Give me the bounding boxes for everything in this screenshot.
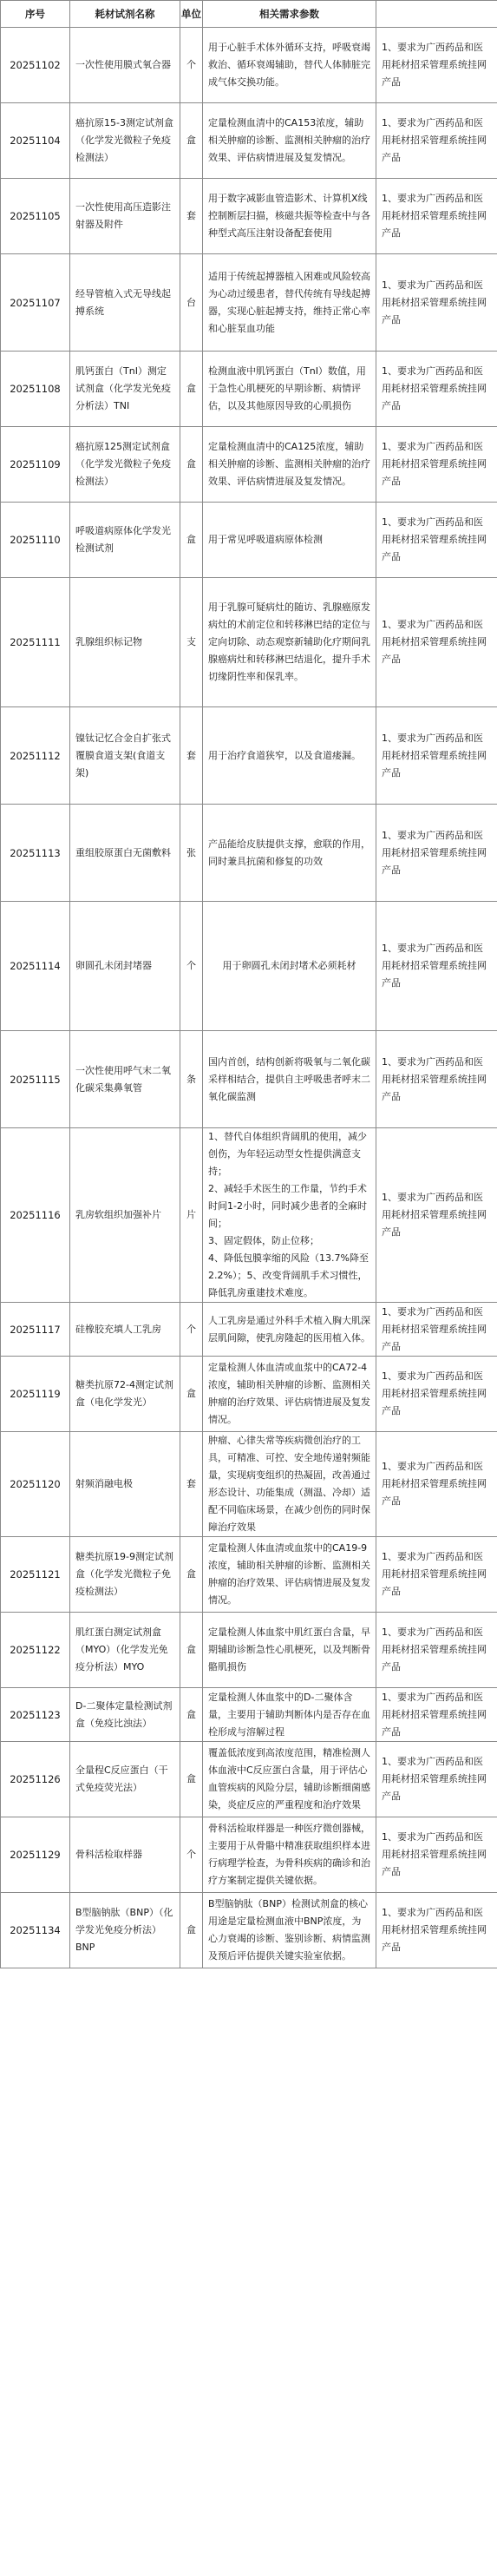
row-index-cell [1,805,70,902]
row-params: 定量检测人体血清或血浆中的CA72-4浓度，辅助相关肿瘤的诊断、监测相关肿瘤的治疗效果、评估病情进展及复发情况。 [208,1362,370,1425]
row-index: 20251114 [10,960,61,972]
row-requirement-cell [376,179,497,254]
row-unit-cell [180,578,203,707]
row-requirement: 1、要求为广西药品和医用耗材招采管理系统挂网产品 [382,1756,487,1802]
table-row [1,1432,497,1537]
row-requirement: 1、要求为广西药品和医用耗材招采管理系统挂网产品 [382,943,487,989]
row-params: 定量检测人体血清或血浆中的CA19-9浓度，辅助相关肿瘤的诊断、监测相关肿瘤的治疗效果、评估病情进展及复发情况。 [208,1542,370,1606]
table-row [1,1613,497,1688]
row-requirement-cell [376,1537,497,1613]
row-params: 用于心脏手术体外循环支持，呼吸衰竭救治、循环衰竭辅助，替代人体肺脏完成气体交换功能。 [208,42,370,88]
row-index-cell [1,707,70,805]
row-index: 20251107 [10,296,61,309]
row-params: 用于卵圆孔未闭封堵术必须耗材 [222,960,356,971]
row-index: 20251112 [10,749,61,762]
row-name-cell [70,805,180,902]
row-name: 卵圆孔未闭封堵器 [75,960,152,971]
table-body [1,28,497,1968]
row-params: 1、替代自体组织背阔肌的使用，减少创伤，为年轻运动型女性提供满意支持； 2、减轻手术医生的工作量，节约手术时间1-2小时，同时减少患者的全麻时间； 3、固定假体，防止位移； 4、降低包膜挛缩的风险（13.7%降至2.2%）；5、改变背阔肌手术习惯性，降低乳房重建技术难度。 [208,1131,369,1298]
row-name-cell [70,179,180,254]
row-unit: 套 [186,749,196,761]
row-requirement-cell [376,1357,497,1432]
row-index-cell [1,179,70,254]
table-row [1,1031,497,1128]
row-index-cell [1,352,70,427]
row-index: 20251111 [10,636,61,648]
row-index-cell [1,1357,70,1432]
table-row [1,427,497,503]
header-name: 耗材试剂名称 [70,1,180,28]
row-unit-cell [180,427,203,503]
row-requirement: 1、要求为广西药品和医用耗材招采管理系统挂网产品 [382,1831,487,1877]
row-requirement: 1、要求为广西药品和医用耗材招采管理系统挂网产品 [382,732,487,779]
row-name: 呼吸道病原体化学发光检测试剂 [75,525,171,554]
table-row [1,578,497,707]
row-requirement-cell [376,1128,497,1303]
row-index: 20251110 [10,534,61,546]
row-name-cell [70,1742,180,1817]
row-params: 定量检测血清中的CA125浓度，辅助相关肿瘤的诊断、监测相关肿瘤的治疗效果、评估病情进展及复发情况。 [208,441,370,487]
row-params-cell [203,707,376,805]
row-index: 20251116 [10,1209,61,1221]
row-unit-cell [180,1613,203,1688]
row-name: 乳房软组织加强补片 [75,1209,161,1220]
table-row [1,352,497,427]
row-requirement-cell [376,1432,497,1537]
row-requirement-cell [376,1742,497,1817]
row-index-cell [1,1742,70,1817]
row-name: 镍钛记忆合金自扩张式覆膜食道支架(食道支架) [75,732,171,779]
row-index-cell [1,1613,70,1688]
row-index-cell [1,1432,70,1537]
row-requirement-cell [376,805,497,902]
row-name: 癌抗原15-3测定试剂盒（化学发光微粒子免疫检测法） [75,117,173,163]
row-index: 20251129 [10,1849,61,1861]
row-name: 糖类抗原72-4测定试剂盒（电化学发光） [75,1379,173,1408]
row-index-cell [1,103,70,179]
row-index-cell [1,1303,70,1357]
row-requirement-cell [376,503,497,578]
table-row [1,1742,497,1817]
row-params-cell [203,1303,376,1357]
row-index: 20251102 [10,59,61,71]
row-params-cell [203,902,376,1031]
row-index: 20251119 [10,1388,61,1400]
row-unit: 台 [186,296,196,308]
row-name-cell [70,578,180,707]
row-requirement-cell [376,28,497,103]
row-unit-cell [180,503,203,578]
row-index: 20251123 [10,1708,61,1721]
row-params-cell [203,179,376,254]
row-unit-cell [180,28,203,103]
table-row [1,1688,497,1742]
table-row [1,902,497,1031]
row-requirement: 1、要求为广西药品和医用耗材招采管理系统挂网产品 [382,1626,487,1672]
row-name-cell [70,1893,180,1968]
row-params-cell [203,1688,376,1742]
row-requirement-cell [376,103,497,179]
row-params-cell [203,1537,376,1613]
row-unit-cell [180,1357,203,1432]
row-name: 一次性使用呼气末二氧化碳采集鼻氧管 [75,1064,171,1094]
row-params-cell [203,254,376,352]
row-requirement: 1、要求为广西药品和医用耗材招采管理系统挂网产品 [382,516,487,562]
row-index: 20251121 [10,1568,61,1580]
row-unit-cell [180,103,203,179]
row-name-cell [70,1128,180,1303]
row-params-cell [203,427,376,503]
table-row [1,1817,497,1893]
row-name: 糖类抗原19-9测定试剂盒（化学发光微粒子免疫检测法） [75,1551,173,1597]
row-unit: 盒 [186,1388,196,1399]
row-name: 全量程C反应蛋白（干式免疫荧光法） [75,1764,168,1793]
row-requirement: 1、要求为广西药品和医用耗材招采管理系统挂网产品 [382,42,487,88]
row-unit: 个 [186,1323,196,1335]
row-name: 癌抗原125测定试剂盒（化学发光微粒子免疫检测法） [75,441,171,487]
row-index: 20251115 [10,1073,61,1086]
row-params-cell [203,28,376,103]
row-index-cell [1,1031,70,1128]
row-name-cell [70,1357,180,1432]
row-index: 20251104 [10,135,61,147]
row-unit-cell [180,1537,203,1613]
table-header-row [1,1,497,28]
row-index-cell [1,1688,70,1742]
row-name: 经导管植入式无导线起搏系统 [75,287,171,317]
row-name-cell [70,427,180,503]
table-row [1,1893,497,1968]
row-params-cell [203,503,376,578]
row-name-cell [70,1432,180,1537]
header-index: 序号 [1,1,70,28]
row-index-cell [1,1537,70,1613]
row-index-cell [1,1128,70,1303]
row-index-cell [1,902,70,1031]
row-params: 用于治疗食道狭窄，以及食道瘘漏。 [208,749,361,761]
row-requirement-cell [376,1303,497,1357]
row-unit-cell [180,1031,203,1128]
row-unit-cell [180,254,203,352]
row-unit-cell [180,179,203,254]
row-params: 人工乳房是通过外科手术植入胸大肌深层肌间隙，使乳房隆起的医用植入体。 [208,1314,370,1344]
row-requirement: 1、要求为广西药品和医用耗材招采管理系统挂网产品 [382,365,487,411]
row-name-cell [70,1303,180,1357]
row-name-cell [70,254,180,352]
row-requirement: 1、要求为广西药品和医用耗材招采管理系统挂网产品 [382,1305,487,1352]
row-requirement: 1、要求为广西药品和医用耗材招采管理系统挂网产品 [382,1461,487,1507]
row-name-cell [70,1613,180,1688]
row-params: 定量检测血清中的CA153浓度，辅助相关肿瘤的诊断、监测相关肿瘤的治疗效果、评估病情进展及复发情况。 [208,117,370,163]
row-index: 20251122 [10,1644,61,1656]
row-unit-cell [180,1432,203,1537]
row-name: 肌红蛋白测定试剂盒（MYO）（化学发光免疫分析法）MYO [75,1626,168,1672]
row-requirement-cell [376,427,497,503]
row-unit-cell [180,1688,203,1742]
row-params: 产品能给皮肤提供支撑，愈联的作用，同时兼具抗菌和修复的功效 [208,838,370,867]
table-row [1,179,497,254]
row-index-cell [1,28,70,103]
row-params: 骨科活检取样器是一种医疗微创器械，主要用于从骨骼中精准获取组织样本进行病理学检查，为骨科疾病的确诊和治疗方案制定提供关键依据。 [208,1823,370,1886]
row-requirement: 1、要求为广西药品和医用耗材招采管理系统挂网产品 [382,619,487,665]
row-params-cell [203,1031,376,1128]
table-row [1,1303,497,1357]
row-name-cell [70,1031,180,1128]
header-params: 相关需求参数 [203,1,376,28]
row-unit-cell [180,902,203,1031]
row-name: 骨科活检取样器 [75,1849,142,1860]
row-unit: 盒 [186,1924,196,1935]
row-unit-cell [180,1128,203,1303]
table-row [1,503,497,578]
row-name-cell [70,103,180,179]
row-name-cell [70,707,180,805]
row-requirement: 1、要求为广西药品和医用耗材招采管理系统挂网产品 [382,1551,487,1597]
row-name: D-二聚体定量检测试剂盒（免疫比浊法） [75,1699,173,1729]
table-row [1,28,497,103]
row-requirement-cell [376,1817,497,1893]
row-unit: 盒 [186,383,196,394]
row-params-cell [203,1893,376,1968]
row-name-cell [70,503,180,578]
row-unit: 个 [186,1849,196,1860]
table-row [1,707,497,805]
row-requirement-cell [376,1613,497,1688]
row-requirement-cell [376,578,497,707]
table-row [1,1537,497,1613]
row-unit-cell [180,1893,203,1968]
row-unit: 盒 [186,135,196,146]
row-name: 射频消融电极 [75,1478,133,1489]
row-unit: 盒 [186,534,196,545]
row-index: 20251120 [10,1478,61,1490]
row-name-cell [70,902,180,1031]
row-name: B型脑钠肽（BNP）（化学发光免疫分析法）BNP [75,1907,173,1953]
row-params-cell [203,1613,376,1688]
header-requirement [376,1,497,28]
row-params-cell [203,1128,376,1303]
row-requirement: 1、要求为广西药品和医用耗材招采管理系统挂网产品 [382,1055,487,1102]
row-name-cell [70,28,180,103]
row-index-cell [1,427,70,503]
row-params: 用于常见呼吸道病原体检测 [208,534,323,545]
row-requirement-cell [376,1688,497,1742]
row-params: 用于数字减影血管造影术、计算机X线控制断层扫描，核磁共振等检查中与各种型式高压注射设备配套使用 [208,193,370,239]
row-unit: 盒 [186,1708,196,1720]
row-params-cell [203,805,376,902]
table-row [1,1128,497,1303]
row-unit: 个 [186,59,196,70]
row-requirement: 1、要求为广西药品和医用耗材招采管理系统挂网产品 [382,1370,487,1416]
row-params: 用于乳腺可疑病灶的随访、乳腺癌原发病灶的术前定位和转移淋巴结的定位与定向切除、动态观察新辅助化疗期间乳腺癌病灶和转移淋巴结退化，提升手术切缘阴性率和保乳率。 [208,601,370,682]
row-unit: 套 [186,210,196,221]
header-unit: 单位 [180,1,203,28]
row-requirement-cell [376,1893,497,1968]
row-name-cell [70,1817,180,1893]
row-params: 定量检测人体血浆中的D-二聚体含量，主要用于辅助判断体内是否存在血栓形成与溶解过程 [208,1691,370,1738]
row-unit: 片 [186,1209,196,1220]
row-params: 检测血液中肌钙蛋白（TnI）数值，用于急性心肌梗死的早期诊断、病情评估，以及其他原因导致的心肌损伤 [208,365,366,411]
table-row [1,103,497,179]
row-index: 20251126 [10,1773,61,1785]
row-index: 20251113 [10,846,61,859]
row-requirement: 1、要求为广西药品和医用耗材招采管理系统挂网产品 [382,279,487,325]
row-index: 20251105 [10,210,61,222]
row-index: 20251134 [10,1924,61,1936]
row-params-cell [203,1742,376,1817]
row-requirement: 1、要求为广西药品和医用耗材招采管理系统挂网产品 [382,829,487,876]
row-unit-cell [180,707,203,805]
row-index: 20251117 [10,1323,61,1336]
row-name: 一次性使用高压造影注射器及附件 [75,201,171,230]
row-name: 硅橡胶充填人工乳房 [75,1323,161,1335]
row-unit: 盒 [186,1568,196,1580]
row-unit: 盒 [186,1773,196,1784]
row-params-cell [203,1432,376,1537]
row-params-cell [203,1357,376,1432]
row-index-cell [1,578,70,707]
row-requirement: 1、要求为广西药品和医用耗材招采管理系统挂网产品 [382,441,487,487]
row-unit-cell [180,805,203,902]
row-unit-cell [180,1817,203,1893]
row-params-cell [203,352,376,427]
row-index-cell [1,1893,70,1968]
row-unit: 张 [186,846,196,858]
row-unit: 支 [186,636,196,647]
row-params: 国内首创，结构创新将吸氧与二氧化碳采样相结合，提供自主呼吸患者呼末二氧化碳监测 [208,1055,370,1102]
row-requirement: 1、要求为广西药品和医用耗材招采管理系统挂网产品 [382,117,487,163]
row-requirement-cell [376,902,497,1031]
row-unit: 条 [186,1073,196,1085]
row-params-cell [203,1817,376,1893]
table-row [1,805,497,902]
row-name: 一次性使用膜式氧合器 [75,59,171,70]
row-unit: 盒 [186,458,196,470]
row-index-cell [1,254,70,352]
row-params: B型脑钠肽（BNP）检测试剂盒的核心用途是定量检测血液中BNP浓度，为心力衰竭的诊断、鉴别诊断、病情监测及预后评估提供关键实验室依据。 [208,1898,370,1962]
row-index-cell [1,503,70,578]
row-name: 乳腺组织标记物 [75,636,142,647]
row-unit: 套 [186,1478,196,1489]
row-index: 20251108 [10,383,61,395]
row-requirement-cell [376,254,497,352]
row-index-cell [1,1817,70,1893]
row-requirement: 1、要求为广西药品和医用耗材招采管理系统挂网产品 [382,193,487,239]
row-index: 20251109 [10,458,61,470]
row-params: 肿瘤、心律失常等疾病微创治疗的工具，可精准、可控、安全地传递射频能量，实现病变组织的热凝固，改善通过形态设计、功能集成（测温、冷却）适配不同临床场景，在减少创伤的同时保障治疗效果 [208,1435,370,1533]
row-name-cell [70,1688,180,1742]
row-requirement-cell [376,1031,497,1128]
table-row [1,1357,497,1432]
row-name: 肌钙蛋白（TnI）测定试剂盒（化学发光免疫分析法）TNI [75,365,171,411]
row-requirement: 1、要求为广西药品和医用耗材招采管理系统挂网产品 [382,1192,487,1238]
row-name: 重组胶原蛋白无菌敷料 [75,846,171,858]
row-params-cell [203,103,376,179]
row-unit-cell [180,352,203,427]
row-unit: 盒 [186,1644,196,1655]
row-requirement-cell [376,352,497,427]
row-requirement: 1、要求为广西药品和医用耗材招采管理系统挂网产品 [382,1691,487,1738]
table-row [1,254,497,352]
row-unit: 个 [186,960,196,971]
row-unit-cell [180,1303,203,1357]
row-name-cell [70,1537,180,1613]
row-requirement-cell [376,707,497,805]
row-requirement: 1、要求为广西药品和医用耗材招采管理系统挂网产品 [382,1907,487,1953]
row-params: 适用于传统起搏器植入困难或风险较高为心动过缓患者，替代传统有导线起搏器，实现心脏起搏支持，维持正常心率和心脏泵血功能 [208,270,370,334]
row-unit-cell [180,1742,203,1817]
row-name-cell [70,352,180,427]
row-params-cell [203,578,376,707]
row-params: 覆盖低浓度到高浓度范围，精准检测人体血液中C反应蛋白含量，用于评估心血管疾病的风险分层，辅助诊断细菌感染，炎症反应的严重程度和治疗效果 [208,1747,370,1810]
row-params: 定量检测人体血浆中肌红蛋白含量，早期辅助诊断急性心肌梗死，以及判断骨骼肌损伤 [208,1626,370,1672]
